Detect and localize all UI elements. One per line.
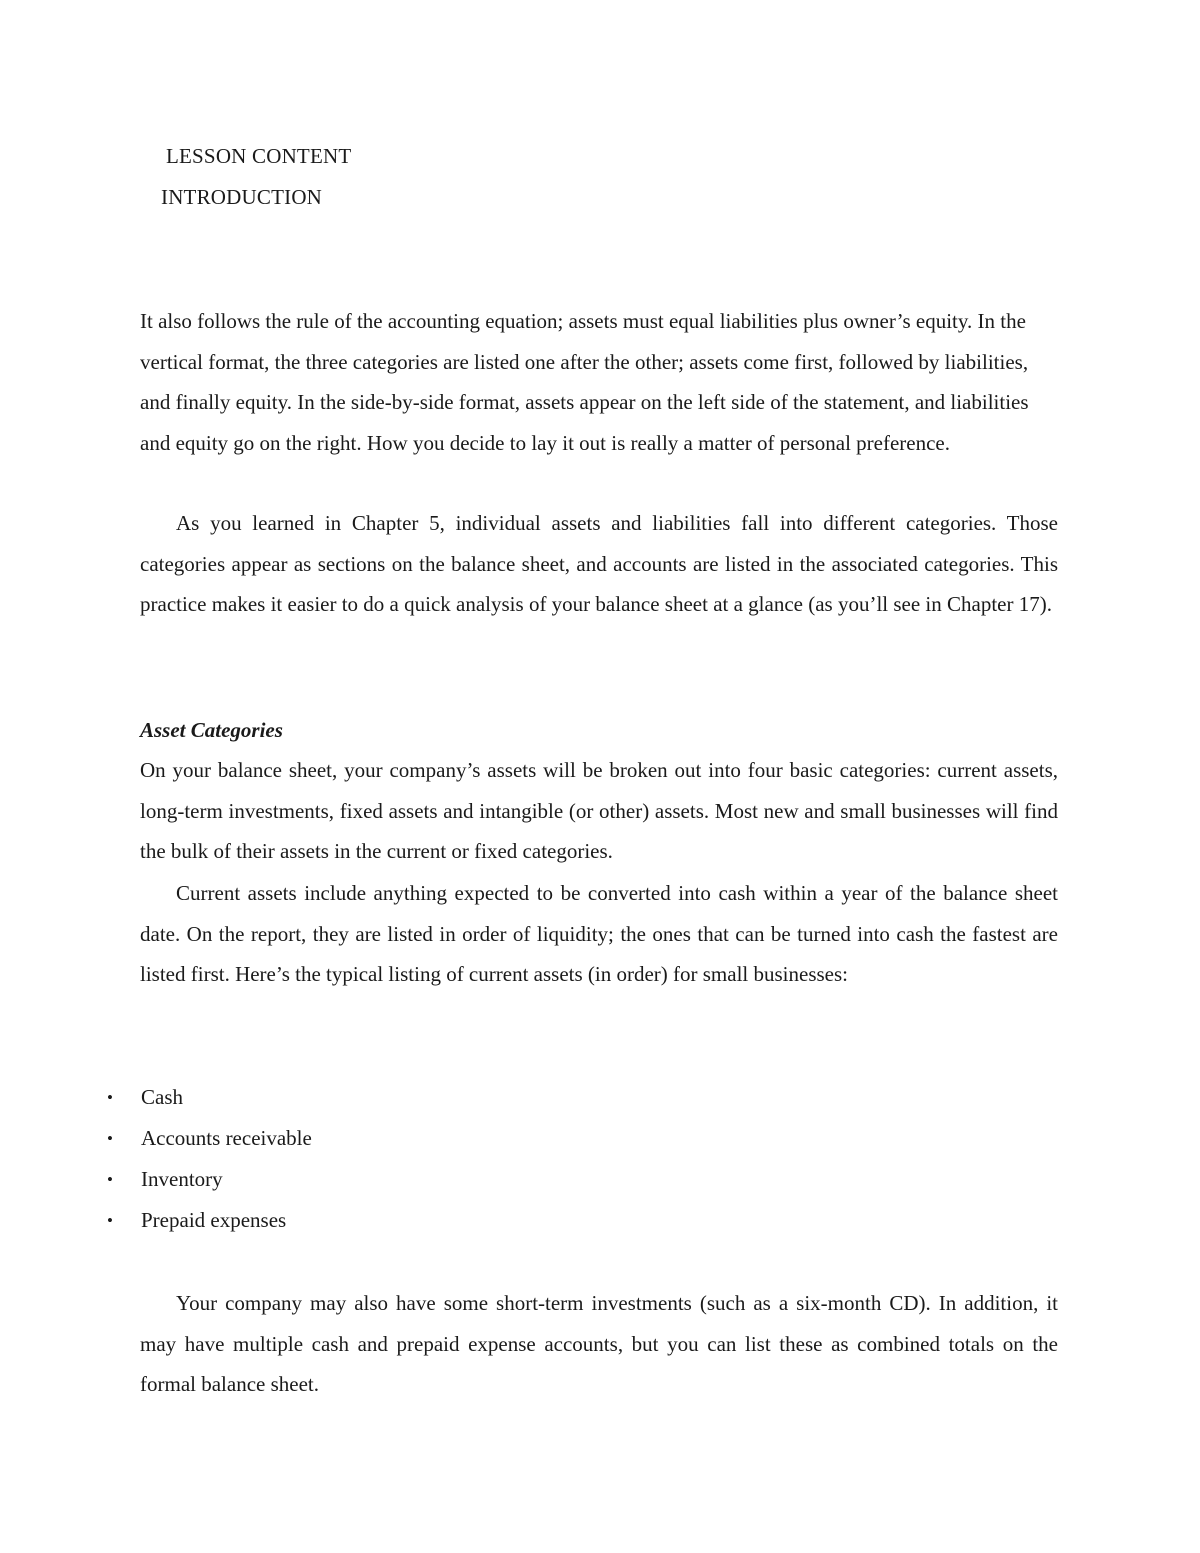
list-item-label: Inventory xyxy=(141,1167,223,1191)
bullet-icon: • xyxy=(107,1170,113,1189)
list-item xyxy=(104,1159,312,1200)
section-heading: INTRODUCTION xyxy=(161,185,323,209)
bullet-icon: • xyxy=(107,1211,113,1230)
subheading-asset-categories: Asset Categories xyxy=(140,718,283,742)
paragraph-asset-categories: On your balance sheet, your company’s assets will be broken out into four basic categories: current assets, long-term investments, fixed assets and intangible (or other) assets. Most new and small businesses will find the bulk of their assets in the current or fixed categories. xyxy=(140,758,1058,864)
bullet-icon: • xyxy=(107,1129,113,1148)
list-item-label: Accounts receivable xyxy=(141,1126,312,1150)
page-title: LESSON CONTENT xyxy=(166,144,352,168)
list-item xyxy=(104,1077,312,1118)
current-assets-list xyxy=(104,1077,312,1241)
list-item xyxy=(104,1200,312,1241)
list-item-label: Prepaid expenses xyxy=(141,1208,287,1232)
bullet-icon: • xyxy=(107,1088,113,1107)
paragraph-current-assets: Current assets include anything expected to be converted into cash within a year of the balance sheet date. On the report, they are listed in order of liquidity; the ones that can be turned into cash the fastest are listed first. Here’s the typical listing of current assets (in order) for small businesses: xyxy=(140,881,1058,987)
paragraph-short-term-investments: Your company may also have some short-term investments (such as a six-month CD). In addition, it may have multiple cash and prepaid expense accounts, but you can list these as combined totals on the formal balance sheet. xyxy=(140,1291,1058,1397)
list-item xyxy=(104,1118,312,1159)
paragraph-accounting-equation: It also follows the rule of the accounting equation; assets must equal liabilities plus owner’s equity. In the vertical format, the three categories are listed one after the other; assets come first, followed by liabilities, and finally equity. In the side-by-side format, assets appear on the left side of the statement, and liabilities and equity go on the right. How you decide to lay it out is really a matter of personal preference. xyxy=(140,309,1029,456)
list-item-label: Cash xyxy=(141,1085,183,1109)
paragraph-categories: As you learned in Chapter 5, individual assets and liabilities fall into different categories. Those categories appear as sections on the balance sheet, and accounts are listed in the associated categories. This practice makes it easier to do a quick analysis of your balance sheet at a glance (as you’ll see in Chapter 17). xyxy=(140,511,1058,617)
